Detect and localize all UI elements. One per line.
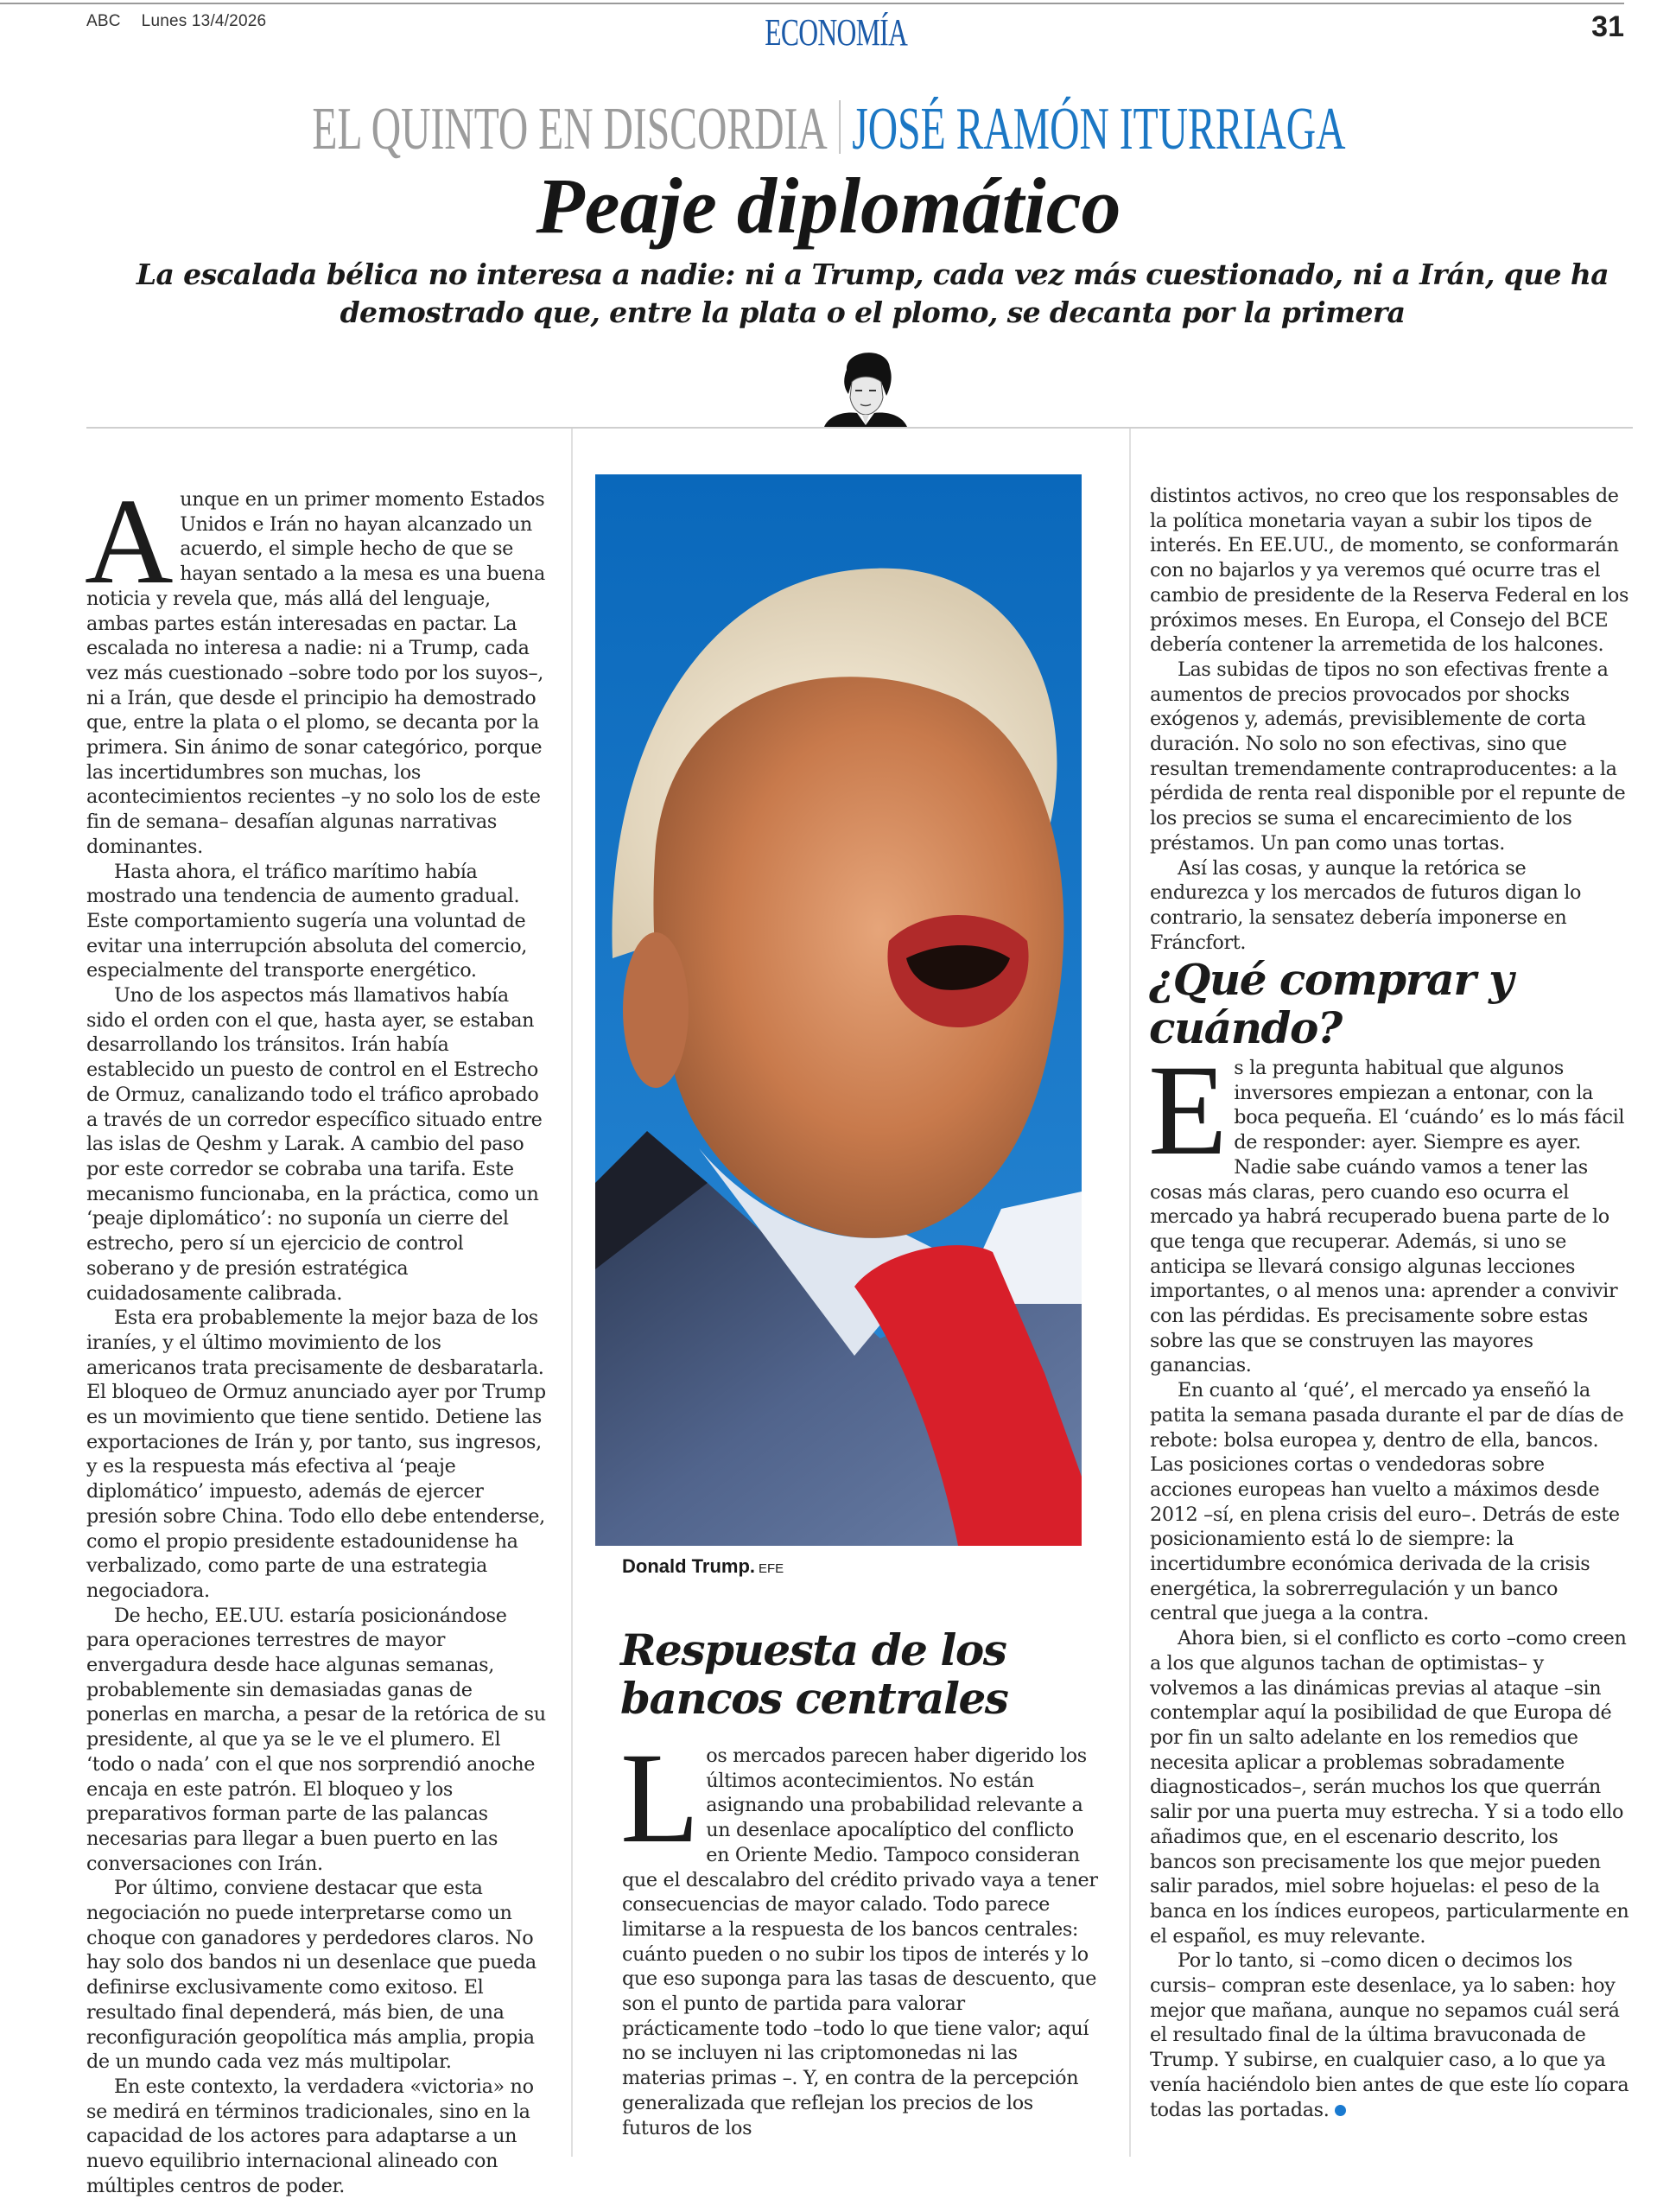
body-column-3-top xyxy=(1150,484,1629,955)
body-column-2 xyxy=(620,1726,1101,2140)
publication-name: ABC xyxy=(86,12,121,30)
paragraph: Hasta ahora, el tráfico marítimo había mostrado una tendencia de aumento gradual. Este comportamiento sugería una voluntad de evitar una interrupción absoluta del comercio, especialmente del transporte energético. xyxy=(86,860,528,982)
photo-credit: EFE xyxy=(759,1561,784,1576)
paragraph: Las subidas de tipos no son efectivas frente a aumentos de precios provocados por shocks exógenos y, además, previsiblemente de corta duración. No solo no son efectivas, sino que resultan tremendamente contraproducentes: a la pérdida de renta real disponible por el repunte de los precios se suma el encarecimiento de los préstamos. Un pan como unas tortas. xyxy=(1150,658,1626,855)
paragraph: Por último, conviene destacar que esta negociación no puede interpretarse como un choque con ganadores y perdedores claros. No hay solo dos bandos ni un desenlace que pueda definirse exclusivamente como exitoso. El resultado final dependerá, más bien, de una reconfiguración geopolítica más amplia, propia de un mundo cada vez más multipolar. xyxy=(86,1877,536,2074)
kicker-separator xyxy=(839,100,840,154)
column-kicker xyxy=(0,95,1657,164)
body-column-3-bottom xyxy=(1148,1039,1629,2122)
drop-cap: L xyxy=(620,1726,700,1870)
page-number: 31 xyxy=(1591,10,1624,43)
caption-text: Donald Trump. xyxy=(622,1555,755,1577)
body-column-1 xyxy=(85,473,553,2199)
paragraph: En cuanto al ‘qué’, el mercado ya enseñó la patita la semana pasada durante el par de días de rebote: bolsa europea y, dentro de ella, bancos. Las posiciones cortas o vendedoras sobre acciones europeas han vuelto a máximos desde 2012 –sí, en plena crisis del euro–. Detrás de este posicionamiento está lo de siempre: la incertidumbre económica derivada de la crisis energética, la sobrerregulación y un banco central que juega a la contra. xyxy=(1150,1379,1624,1625)
column-divider xyxy=(1129,429,1131,2157)
issue-date: Lunes 13/4/2026 xyxy=(141,12,267,30)
paragraph: Aunque en un primer momento Estados Unidos e Irán no hayan alcanzado un acuerdo, el simple hecho de que se hayan sentado a la mesa es una buena noticia y revela que, más allá del lenguaje, ambas partes están interesadas en pactar. La escalada no interesa a nadie: ni a Trump, cada vez más cuestionado –sobre todo por los suyos–, ni a Irán, que desde el principio ha demostrado que, entre la plata o el plomo, se decanta por la primera. Sin ánimo de sonar categórico, porque las incertidumbres son muchas, los acontecimientos recientes –y no solo los de este fin de semana– desafían algunas narrativas dominantes. xyxy=(85,473,545,858)
section-label: ECONOMÍA xyxy=(765,11,908,54)
drop-cap: A xyxy=(85,473,174,609)
column-name: EL QUINTO EN DISCORDIA xyxy=(311,96,828,162)
portrait-image xyxy=(595,474,1082,1546)
paragraph: De hecho, EE.UU. estaría posicionándose para operaciones terrestres de mayor envergadura desde hace algunas semanas, probablemente sin demasiadas ganas de ponerlas en marcha, a pesar de la retórica de su presidente, al que ya se le ve el plumero. El ‘todo o nada’ con el que nos sorprendió anoche encaja en este patrón. El bloqueo y los preparativos forman parte de las palancas necesarias para llegar a buen puerto en las conversaciones con Irán. xyxy=(86,1604,546,1875)
photo-caption xyxy=(622,1555,784,1578)
paragraph: Uno de los aspectos más llamativos había sido el orden con el que, hasta ayer, se estaban desarrollando los tránsitos. Irán había establecido un puesto de control en el Estrecho de Ormuz, canalizando todo el tráfico aprobado a través de un corredor específico situado entre las islas de Qeshm y Larak. A cambio del paso por este corredor se cobraba una tarifa. Este mecanismo funcionaba, en la práctica, como un ‘peaje diplomático’: no suponía un cierre del estrecho, pero sí un ejercicio de control soberano y de presión estratégica cuidadosamente calibrada. xyxy=(86,984,543,1305)
author-caricature-icon xyxy=(821,344,911,427)
drop-cap: E xyxy=(1148,1039,1228,1182)
paragraph: Los mercados parecen haber digerido los últimos acontecimientos. No están asignando una probabilidad relevante a un desenlace apocalíptico del conflicto en Oriente Medio. Tampoco consideran que el descalabro del crédito privado vaya a tener consecuencias de mayor calado. Todo parece limitarse a la respuesta de los bancos centrales: cuánto pueden o no subir los tipos de interés y lo que eso suponga para las tasas de descuento, que son el punto de partida para valorar prácticamente todo –todo lo que tiene valor; aquí no se incluyen ni las criptomonedas ni las materias primas –. Y, en contra de la percepción generalizada que reflejan los precios de los futuros de los xyxy=(620,1726,1098,2139)
article-standfirst: La escalada bélica no interesa a nadie: ni a Trump, cada vez más cuestionado, ni a Irán, que ha demostrado que, entre la plata o el plomo, se decanta por la primera xyxy=(136,257,1609,329)
column-divider xyxy=(571,429,573,2157)
paragraph: Esta era probablemente la mejor baza de los iraníes, y el último movimiento de los americanos trata precisamente de desbaratarla. El bloqueo de Ormuz anunciado ayer por Trump es un movimiento que tiene sentido. Detiene las exportaciones de Irán y, por tanto, sus ingresos, y es la respuesta más efectiva al ‘peaje diplomático’ impuesto, además de ejercer presión sobre China. Todo ello debe entenderse, como el propio presidente estadounidense ha verbalizado, como parte de una estrategia negociadora. xyxy=(86,1306,546,1602)
paragraph: Así las cosas, y aunque la retórica se endurezca y los mercados de futuros digan lo contrario, la sensatez debería imponerse en Fráncfort. xyxy=(1150,856,1582,954)
paragraph: distintos activos, no creo que los responsables de la política monetaria vayan a subir los tipos de interés. En EE.UU., de momento, se conformarán con no bajarlos y ya veremos qué ocurre tras el cambio de presidente de la Reserva Federal en los próximos meses. En Europa, el Consejo del BCE debería contener la arremetida de los halcones. xyxy=(1150,485,1629,657)
subheading-que-comprar: ¿Qué comprar y cuándo? xyxy=(1149,954,1513,1053)
trump-photo xyxy=(595,474,1082,1546)
top-rule xyxy=(0,3,1624,4)
paragraph: Por lo tanto, si –como dicen o decimos los cursis– compran este desenlace, ya lo saben: hoy mejor que mañana, aunque no sepamos cuál será el resultado final de la última bravuconada de Trump. Y subirse, en cualquier caso, a lo que ya venía haciéndolo bien antes de que este lío copara todas las portadas. xyxy=(1150,1949,1629,2121)
author-name: JOSÉ RAMÓN ITURRIAGA xyxy=(851,96,1346,162)
paragraph: En este contexto, la verdadera «victoria» no se medirá en términos tradicionales, sino en la capacidad de los actores para adaptarse a un nuevo equilibrio internacional alineado con múltiples centros de poder. xyxy=(86,2075,534,2197)
paragraph: Es la pregunta habitual que algunos inversores empiezan a entonar, con la boca pequeña. El ‘cuándo’ es lo más fácil de responder: ayer. Siempre es ayer. Nadie sabe cuándo vamos a tener las cosas más claras, pero cuando eso ocurra el mercado ya habrá recuperado buena parte de lo que tenga que recuperar. Además, si uno se anticipa se llevará consigo algunas lecciones importantes, o al menos una: aprender a convivir con las pérdidas. Es precisamente sobre estas sobre las que se construyen las mayores ganancias. xyxy=(1148,1039,1625,1377)
header-rule xyxy=(86,427,1633,429)
subheading-bancos-centrales: Respuesta de los bancos centrales xyxy=(620,1624,1008,1724)
paragraph: Ahora bien, si el conflicto es corto –como creen a los que algunos tachan de optimistas– y volvemos a las dinámicas previas al ataque –sin contemplar aquí la posibilidad de que Europa dé por fin un salto adelante en los remedios que necesita aplicar a problemas sobradamente diagnosticados–, serán muchos los que querrán salir por una puerta muy estrecha. Y si a todo ello añadimos que, en el escenario descrito, los bancos son precisamente los que mejor pueden salir parados, miel sobre hojuelas: el peso de la banca en los índices europeos, particularmente en el español, es muy relevante. xyxy=(1150,1627,1629,1948)
article-headline: Peaje diplomático xyxy=(536,162,1121,250)
end-mark-icon xyxy=(1335,2105,1346,2116)
